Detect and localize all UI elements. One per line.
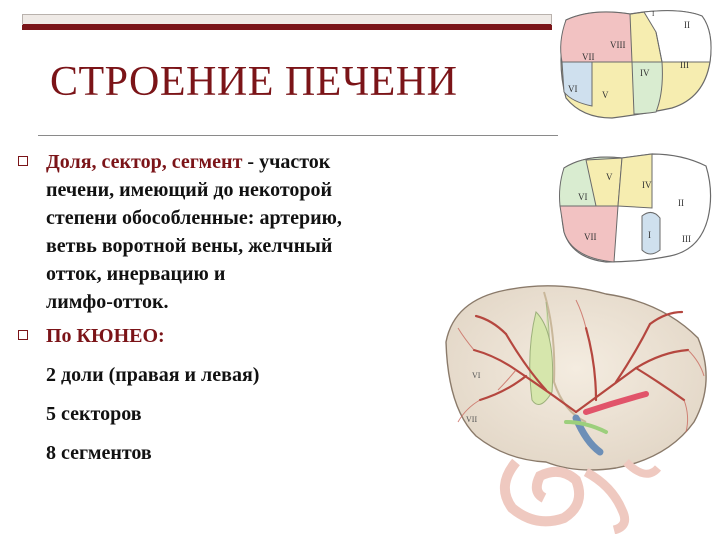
bullet-couinaud — [16, 322, 466, 350]
definition-line-2: печени, имеющий до некоторой — [46, 179, 333, 201]
definition-line-1: - участок — [242, 151, 331, 173]
seg-label: IV — [642, 180, 652, 190]
definition-line-6: лимфо-отток. — [46, 291, 169, 313]
bullet-definition — [16, 148, 466, 316]
definition-line-3: степени обособленные: артерию, — [46, 207, 342, 229]
seg-label: IV — [640, 68, 650, 78]
seg-label: I — [652, 10, 655, 18]
liver-vessels-illustration — [436, 272, 718, 534]
definition-line-4: ветвь воротной вены, желчный — [46, 235, 333, 257]
seg-label: II — [684, 20, 690, 30]
seg-label: II — [678, 198, 684, 208]
couinaud-item-segments: 8 сегментов — [46, 442, 152, 464]
seg-label: VI — [568, 84, 578, 94]
seg-label: VI — [472, 371, 481, 380]
seg-label: VI — [578, 192, 588, 202]
header-decoration-bar — [22, 14, 552, 30]
couinaud-item-sectors: 5 секторов — [46, 403, 142, 425]
definition-term: Доля, сектор, сегмент — [46, 151, 243, 173]
seg-label: V — [606, 172, 613, 182]
seg-label: VIII — [610, 40, 626, 50]
couinaud-heading: По КЮНЕО: — [46, 325, 165, 347]
liver-segments-diagram-middle — [556, 146, 716, 270]
liver-segments-diagram-top — [552, 2, 718, 128]
checkbox-bullet-icon — [18, 156, 28, 166]
definition-line-5: отток, инервацию и — [46, 263, 226, 285]
slide-body — [16, 148, 466, 467]
title-divider — [38, 135, 558, 136]
seg-label: III — [680, 60, 689, 70]
seg-label: VII — [466, 415, 478, 424]
checkbox-bullet-icon — [18, 330, 28, 340]
slide-title: СТРОЕНИЕ ПЕЧЕНИ — [50, 59, 458, 105]
seg-label: VII — [584, 232, 597, 242]
seg-label: I — [648, 230, 651, 240]
seg-label: V — [602, 90, 609, 100]
seg-label: VII — [582, 52, 595, 62]
seg-label: III — [682, 234, 691, 244]
couinaud-item-lobes: 2 доли (правая и левая) — [46, 364, 260, 386]
